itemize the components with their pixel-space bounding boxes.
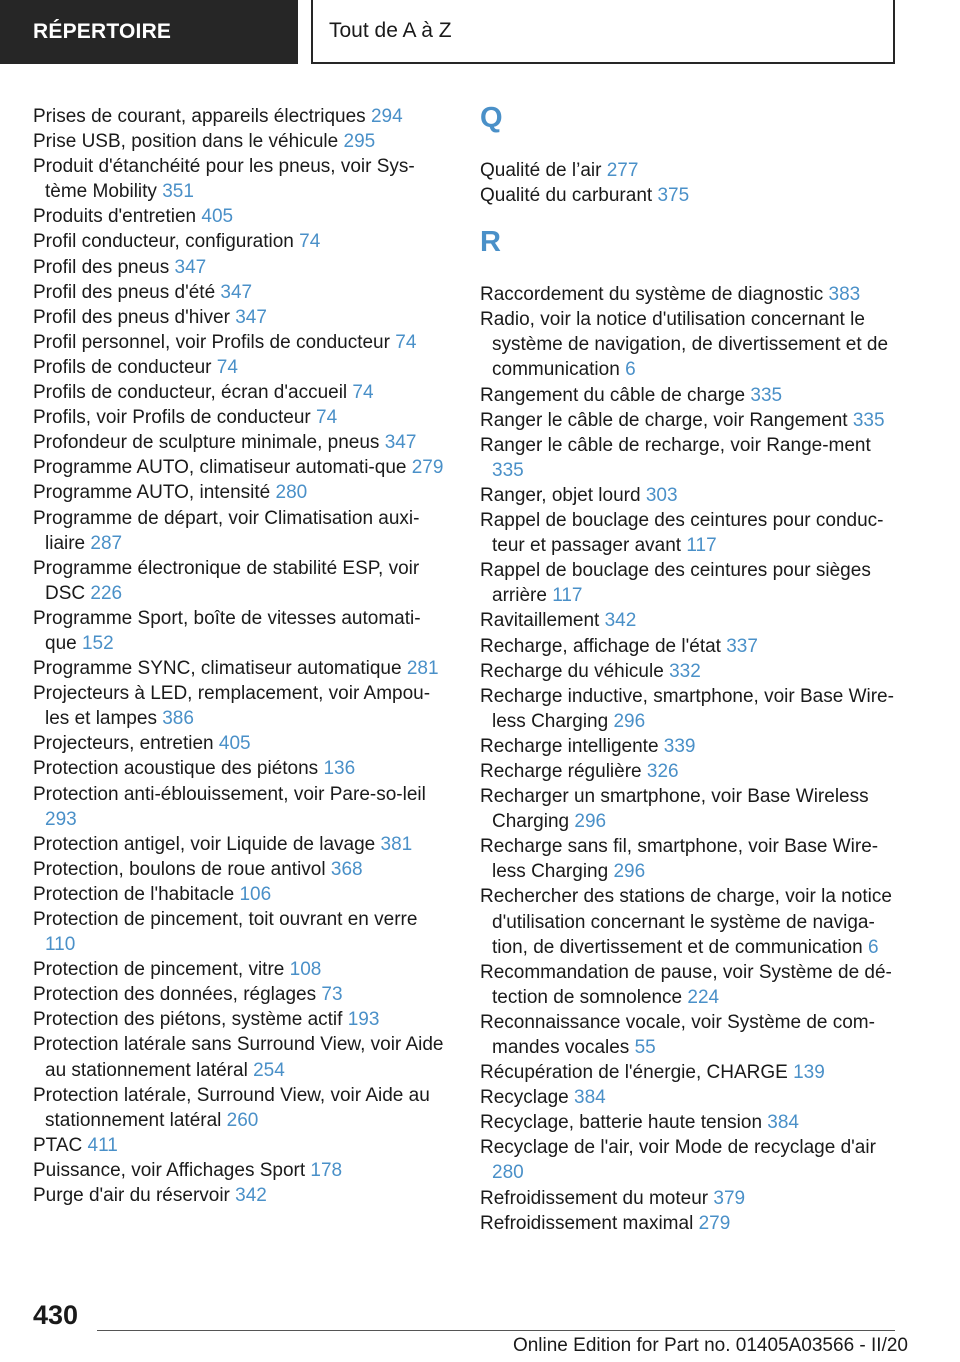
index-entry [480, 759, 900, 784]
index-page-link[interactable]: 279 [698, 1212, 731, 1234]
index-entry-text: Recharge intelligente [480, 735, 659, 757]
index-entry-text: Programme Sport, boîte de vitesses automati‐que [33, 607, 421, 654]
index-entry [480, 1211, 900, 1236]
index-page-link[interactable]: 326 [646, 760, 679, 782]
index-entry-text: Recyclage de l'air, voir Mode de recyclage d'air [480, 1137, 876, 1159]
index-entry [480, 1135, 900, 1185]
edition-note: Online Edition for Part no. 01405A03566 - II/20 [512, 1335, 908, 1356]
index-entry-text: Protection latérale, Surround View, voir Aide au stationnement latéral [33, 1084, 430, 1131]
index-entry [33, 982, 448, 1007]
index-entry [33, 380, 448, 405]
index-entry [480, 659, 900, 684]
index-entry [33, 480, 448, 505]
index-entry-text: Produit d'étanchéité pour les pneus, voir Sys‐tème Mobility [33, 156, 415, 203]
index-letter-q: Q [480, 102, 503, 134]
index-page-link[interactable]: 347 [220, 281, 253, 303]
index-page-link[interactable]: 280 [492, 1162, 524, 1184]
page-number: 430 [33, 1300, 79, 1330]
index-page-link[interactable]: 383 [828, 284, 861, 306]
index-entry [33, 957, 448, 982]
index-page-link[interactable]: 6 [867, 936, 879, 958]
index-page-link[interactable]: 295 [343, 131, 376, 153]
index-page-link[interactable]: 347 [235, 306, 267, 328]
index-page-link[interactable]: 375 [657, 185, 690, 207]
index-entry [33, 1158, 448, 1183]
index-entry-text: Profil des pneus d'été [33, 281, 216, 303]
index-page-link[interactable]: 152 [81, 632, 114, 654]
index-entry-text: Purge d'air du réservoir [33, 1185, 230, 1207]
index-page-link[interactable]: 139 [793, 1062, 825, 1084]
index-page-link[interactable]: 337 [726, 635, 758, 657]
index-entry-text: Ranger le câble de recharge, voir Range‐ment [480, 434, 871, 456]
index-page-link[interactable]: 342 [604, 610, 637, 632]
index-entry-text: Protection, boulons de roue antivol [33, 858, 326, 880]
index-entry-text: Profil personnel, voir Profils de conducteur [33, 331, 390, 353]
index-entry [480, 834, 900, 884]
index-page-link[interactable]: 178 [310, 1159, 343, 1181]
index-entry [33, 305, 448, 330]
index-entry-text: Protection des piétons, système actif [33, 1009, 343, 1031]
index-entry-text: Projecteurs, entretien [33, 733, 214, 755]
index-entry [480, 183, 900, 208]
index-page-link[interactable]: 386 [162, 708, 194, 730]
index-entry [33, 832, 448, 857]
index-entry [480, 1186, 900, 1211]
index-entry-text: Recharge inductive, smartphone, voir Base Wire‐less Charging [480, 685, 894, 732]
index-page-link[interactable]: 384 [767, 1112, 799, 1134]
index-page-link[interactable]: 6 [625, 359, 636, 381]
index-entry [33, 405, 448, 430]
index-page-link[interactable]: 379 [713, 1187, 746, 1209]
index-entry-text: Projecteurs à LED, remplacement, voir Ampou‐les et lampes [33, 683, 431, 730]
index-entry-text: Raccordement du système de diagnostic [480, 284, 824, 306]
index-entry [33, 355, 448, 380]
index-entry [33, 1183, 448, 1208]
index-entry [33, 204, 448, 229]
chapter-title: Tout de A à Z [311, 0, 895, 64]
index-entry-text: Profil conducteur, configuration [33, 231, 294, 253]
index-page-link[interactable]: 293 [45, 808, 77, 830]
index-entry-text: Protection latérale sans Surround View, voir Aide au stationnement latéral [33, 1034, 444, 1081]
index-entry-text: Ranger le câble de charge, voir Rangement [480, 409, 848, 431]
index-entry-text: Profil des pneus d'hiver [33, 306, 230, 328]
index-page-link[interactable]: 106 [239, 883, 272, 905]
index-page-link[interactable]: 74 [352, 382, 374, 404]
index-page-link[interactable]: 381 [380, 833, 413, 855]
index-page-link[interactable]: 405 [218, 733, 251, 755]
index-page-link[interactable]: 296 [613, 861, 646, 883]
index-entry [33, 907, 448, 957]
index-entry [33, 280, 448, 305]
index-entry-text: Rappel de bouclage des ceintures pour sièges arrière [480, 560, 871, 607]
index-entry [33, 255, 448, 280]
index-page-link[interactable]: 193 [347, 1009, 380, 1031]
index-entry [33, 430, 448, 455]
index-entry [480, 684, 900, 734]
index-page-link[interactable]: 74 [395, 331, 417, 353]
index-entry-text: Reconnaissance vocale, voir Système de com‐mandes vocales [480, 1011, 875, 1058]
index-page-link[interactable]: 368 [330, 858, 363, 880]
index-page-link[interactable]: 280 [275, 482, 308, 504]
index-entry [480, 158, 900, 183]
index-entry [480, 1110, 900, 1135]
index-entry-text: Recharge, affichage de l'état [480, 635, 721, 657]
index-entry-text: Refroidissement maximal [480, 1212, 694, 1234]
index-entry-text: Ranger, objet lourd [480, 484, 641, 506]
index-page-link[interactable]: 117 [686, 535, 717, 557]
index-entry [480, 1060, 900, 1085]
index-entry-text: Rappel de bouclage des ceintures pour conduc‐teur et passager avant [480, 510, 884, 557]
index-page-link[interactable]: 335 [852, 409, 885, 431]
index-page-link[interactable]: 74 [299, 231, 321, 253]
index-entry [33, 1083, 448, 1133]
index-page-link[interactable]: 136 [323, 758, 356, 780]
index-page-link[interactable]: 279 [411, 457, 444, 479]
index-entry [480, 734, 900, 759]
index-page-link[interactable]: 332 [669, 660, 701, 682]
index-entry-text: Recharge régulière [480, 760, 642, 782]
index-column-left [33, 104, 448, 1208]
index-page-link[interactable]: 347 [384, 432, 417, 454]
index-entry-text: Protection antigel, voir Liquide de lavage [33, 833, 376, 855]
index-page-link[interactable]: 335 [492, 459, 524, 481]
index-entry [33, 455, 448, 480]
index-entry-text: Protection de l'habitacle [33, 883, 235, 905]
index-entry [480, 1085, 900, 1110]
index-entry-text: Prises de courant, appareils électriques [33, 106, 366, 127]
index-entry-text: Produits d'entretien [33, 206, 197, 228]
index-page-link[interactable]: 277 [606, 160, 639, 181]
index-entry-text: Ravitaillement [480, 610, 600, 632]
page-header [0, 0, 960, 66]
index-entry-text: Rangement du câble de charge [480, 384, 746, 406]
index-entry [33, 606, 448, 656]
index-entry-text: Recommandation de pause, voir Système de dé‐tection de somnolence [480, 961, 892, 1008]
index-entry [33, 1032, 448, 1082]
index-entry [33, 681, 448, 731]
index-entry-text: Recharger un smartphone, voir Base Wireless Charging [480, 786, 869, 833]
index-entry-text: Qualité du carburant [480, 185, 653, 207]
index-entry [33, 229, 448, 254]
index-entry-text: Refroidissement du moteur [480, 1187, 709, 1209]
index-entry-text: Prise USB, position dans le véhicule [33, 131, 339, 153]
index-column-right [480, 104, 900, 1236]
footer-divider [97, 1330, 895, 1331]
index-entry [33, 782, 448, 832]
index-entry [33, 1007, 448, 1032]
index-entry [480, 508, 900, 558]
index-entry [33, 857, 448, 882]
index-list-q [480, 158, 900, 208]
index-entry-text: Programme AUTO, intensité [33, 482, 271, 504]
index-entry-text: Recyclage, batterie haute tension [480, 1112, 763, 1134]
index-entry [480, 784, 900, 834]
index-entry-text: Qualité de l’air [480, 160, 602, 181]
index-entry-text: Protection des données, réglages [33, 984, 317, 1006]
index-entry-text: Protection de pincement, vitre [33, 959, 285, 981]
index-entry-text: Puissance, voir Affichages Sport [33, 1159, 306, 1181]
index-entry-text: Programme AUTO, climatiseur automati‐que [33, 457, 407, 479]
index-list-left [33, 104, 448, 1208]
index-page-link[interactable]: 224 [687, 986, 720, 1008]
index-entry-text: Profondeur de sculpture minimale, pneus [33, 432, 380, 454]
index-entry [480, 558, 900, 608]
index-page-link[interactable]: 347 [174, 256, 207, 278]
index-entry-text: Radio, voir la notice d'utilisation concernant le système de navigation, de divertissement et de communication [480, 309, 889, 381]
index-page-link[interactable]: 254 [253, 1059, 285, 1081]
index-entry [33, 104, 448, 129]
index-entry [480, 608, 900, 633]
index-entry [33, 154, 448, 204]
index-entry [480, 383, 900, 408]
index-page-link[interactable]: 74 [316, 407, 338, 429]
index-page-link[interactable]: 281 [406, 658, 439, 680]
index-entry-text: Recyclage [480, 1087, 569, 1109]
index-page-link[interactable]: 74 [216, 356, 238, 378]
index-entry [480, 634, 900, 659]
index-entry-text: Programme SYNC, climatiseur automatique [33, 658, 402, 680]
index-page-link[interactable]: 405 [201, 206, 234, 228]
index-entry [33, 330, 448, 355]
index-page-link[interactable]: 294 [370, 106, 403, 127]
index-entry-text: PTAC [33, 1134, 83, 1156]
index-entry-text: Programme électronique de stabilité ESP, voir DSC [33, 557, 420, 604]
index-entry-text: Profils, voir Profils de conducteur [33, 407, 311, 429]
index-entry-text: Protection anti-éblouissement, voir Pare-so‐leil [33, 783, 426, 805]
index-page-link[interactable]: 55 [634, 1037, 656, 1058]
index-entry [33, 1133, 448, 1158]
index-page-link[interactable]: 303 [645, 484, 678, 506]
index-entry-text: Recharge du véhicule [480, 660, 664, 682]
index-entry [480, 884, 900, 959]
index-page-link[interactable]: 110 [45, 934, 76, 956]
index-page-link[interactable]: 335 [750, 384, 783, 406]
index-entry [480, 1010, 900, 1060]
index-entry [480, 483, 900, 508]
index-page-link[interactable]: 73 [321, 984, 343, 1006]
index-page-link[interactable]: 296 [574, 811, 607, 833]
index-page-link[interactable]: 226 [90, 582, 123, 604]
index-entry [480, 307, 900, 382]
index-entry [480, 960, 900, 1010]
index-entry [33, 129, 448, 154]
index-list-r [480, 282, 900, 1236]
index-page-link[interactable]: 342 [235, 1185, 267, 1207]
index-page-link[interactable]: 384 [574, 1087, 606, 1109]
index-entry-text: Programme de départ, voir Climatisation auxi‐liaire [33, 507, 420, 554]
index-page-link[interactable]: 411 [87, 1134, 118, 1156]
index-entry [33, 756, 448, 781]
index-letter-r: R [480, 226, 501, 259]
index-entry-text: Protection de pincement, toit ouvrant en verre [33, 909, 418, 930]
index-page-link[interactable]: 351 [162, 181, 194, 203]
index-entry-text: Recharge sans fil, smartphone, voir Base Wire‐less Charging [480, 836, 879, 883]
index-entry [33, 882, 448, 907]
index-entry-text: Profil des pneus [33, 256, 170, 278]
index-page-link[interactable]: 296 [613, 710, 646, 732]
index-entry-text: Profils de conducteur [33, 356, 212, 378]
index-entry-text: Protection acoustique des piétons [33, 758, 319, 780]
index-entry [33, 506, 448, 556]
index-page-link[interactable]: 108 [289, 959, 322, 981]
index-page-link[interactable]: 339 [663, 735, 696, 757]
index-entry [480, 433, 900, 483]
index-entry-text: Profils de conducteur, écran d'accueil [33, 382, 348, 404]
index-entry [33, 731, 448, 756]
index-page-link[interactable]: 260 [226, 1109, 259, 1131]
index-entry [480, 282, 900, 307]
index-entry-text: Rechercher des stations de charge, voir la notice d'utilisation concernant le système de naviga‐tion, de divertissement et de communication [480, 886, 892, 958]
index-entry-text: Récupération de l'énergie, CHARGE [480, 1062, 788, 1084]
index-entry [33, 656, 448, 681]
index-entry [480, 408, 900, 433]
section-tab: RÉPERTOIRE [0, 0, 298, 64]
index-page-link[interactable]: 287 [90, 532, 123, 554]
index-page-link[interactable]: 117 [552, 585, 583, 607]
index-entry [33, 556, 448, 606]
